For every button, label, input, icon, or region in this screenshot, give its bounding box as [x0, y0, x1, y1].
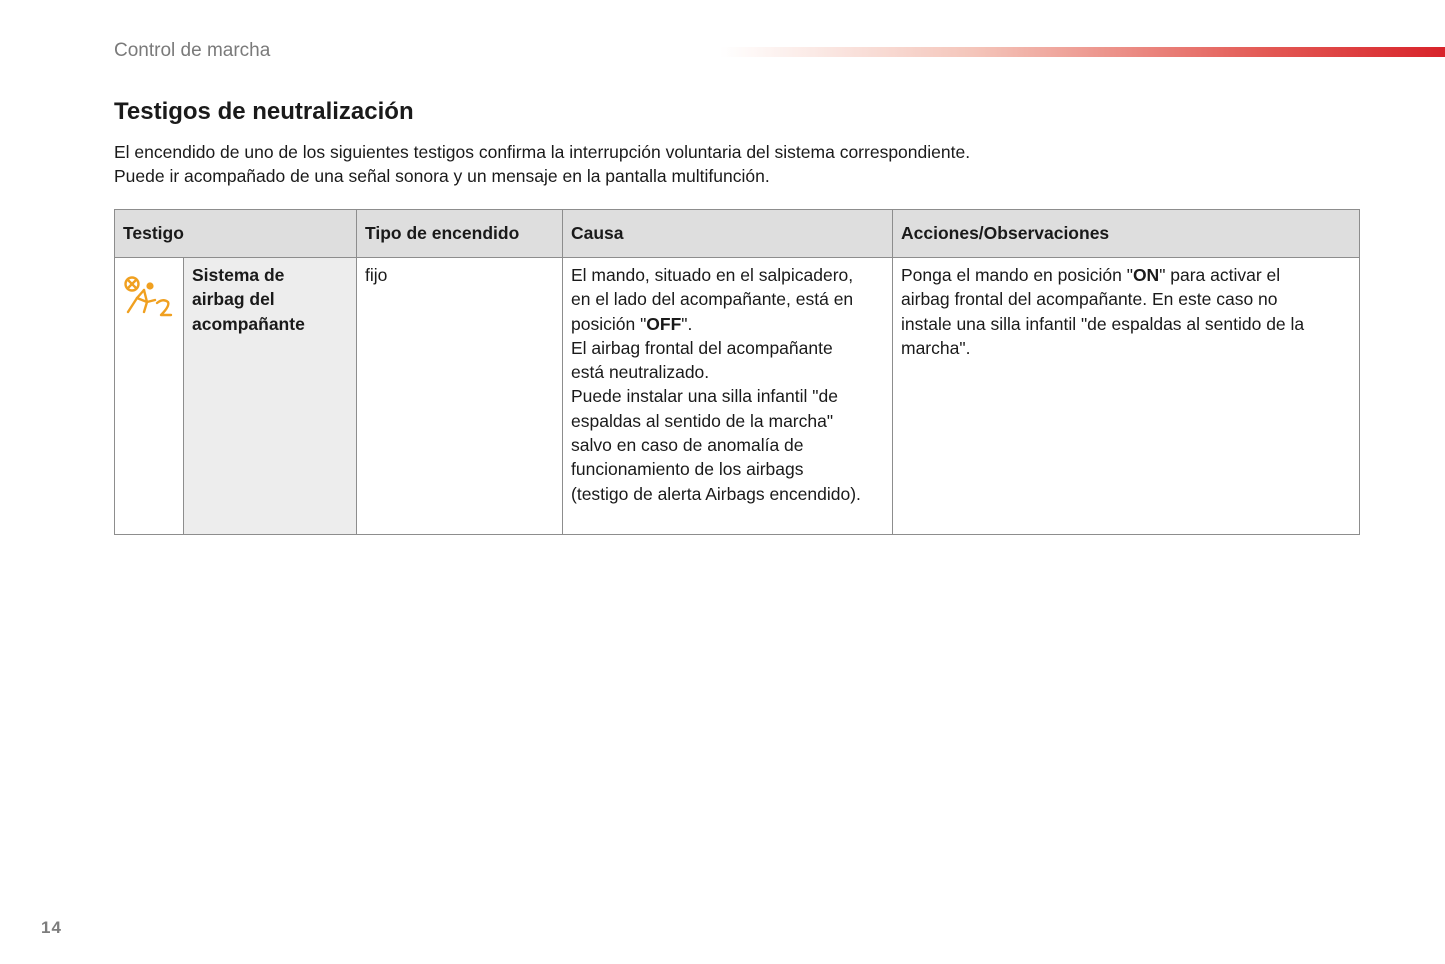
acciones-text: Ponga el mando en posición "	[901, 265, 1133, 285]
causa-line: en el lado del acompañante, está en	[571, 289, 854, 310]
header-tipo-encendido: Tipo de encendido	[357, 210, 563, 258]
name-line: Sistema de	[192, 265, 285, 285]
causa-line: (testigo de alerta Airbags encendido).	[571, 483, 861, 504]
causa-line: El mando, situado en el salpicadero,	[571, 265, 854, 285]
warning-lights-table	[114, 209, 1360, 535]
causa-line: funcionamiento de los airbags	[571, 459, 804, 480]
causa-cell	[563, 258, 893, 535]
header-testigo: Testigo	[115, 210, 357, 258]
off-keyword: OFF	[646, 313, 682, 334]
intro-text	[114, 140, 970, 188]
table-row	[115, 258, 1360, 535]
causa-line: salvo en caso de anomalía de	[571, 435, 804, 456]
header-acciones: Acciones/Observaciones	[893, 210, 1360, 258]
header-gradient-bar	[720, 47, 1445, 57]
warning-light-name	[184, 258, 357, 535]
table-header-row	[115, 210, 1360, 258]
causa-line	[571, 312, 884, 336]
tipo-encendido-cell	[357, 258, 563, 535]
causa-line: Puede instalar una silla infantil "de	[571, 386, 838, 407]
causa-line: espaldas al sentido de la marcha"	[571, 410, 834, 431]
acciones-line: marcha".	[901, 337, 971, 358]
section-header: Control de marcha	[114, 40, 271, 61]
tipo-value: fijo	[365, 265, 388, 285]
intro-line: El encendido de uno de los siguientes testigos confirma la interrupción voluntaria del sistema correspondiente.	[114, 142, 971, 162]
causa-line: El airbag frontal del acompañante	[571, 337, 833, 358]
intro-line: Puede ir acompañado de una señal sonora y un mensaje en la pantalla multifunción.	[114, 166, 770, 186]
causa-text: posición "	[571, 313, 647, 334]
header-causa: Causa	[563, 210, 893, 258]
acciones-line: instale una silla infantil "de espaldas al sentido de la	[901, 313, 1305, 334]
causa-text: ".	[681, 313, 693, 334]
name-line: acompañante	[192, 313, 305, 334]
name-line: airbag del	[192, 289, 275, 310]
icon-cell	[115, 258, 184, 535]
causa-line: está neutralizado.	[571, 362, 710, 383]
acciones-text: " para activar el	[1159, 265, 1281, 285]
acciones-cell	[893, 258, 1360, 535]
page-title: Testigos de neutralización	[114, 98, 414, 125]
acciones-line: airbag frontal del acompañante. En este caso no	[901, 289, 1278, 310]
page-number: 14	[41, 918, 62, 937]
passenger-airbag-off-icon	[123, 276, 173, 318]
on-keyword: ON	[1132, 265, 1160, 285]
acciones-line	[901, 263, 1351, 287]
